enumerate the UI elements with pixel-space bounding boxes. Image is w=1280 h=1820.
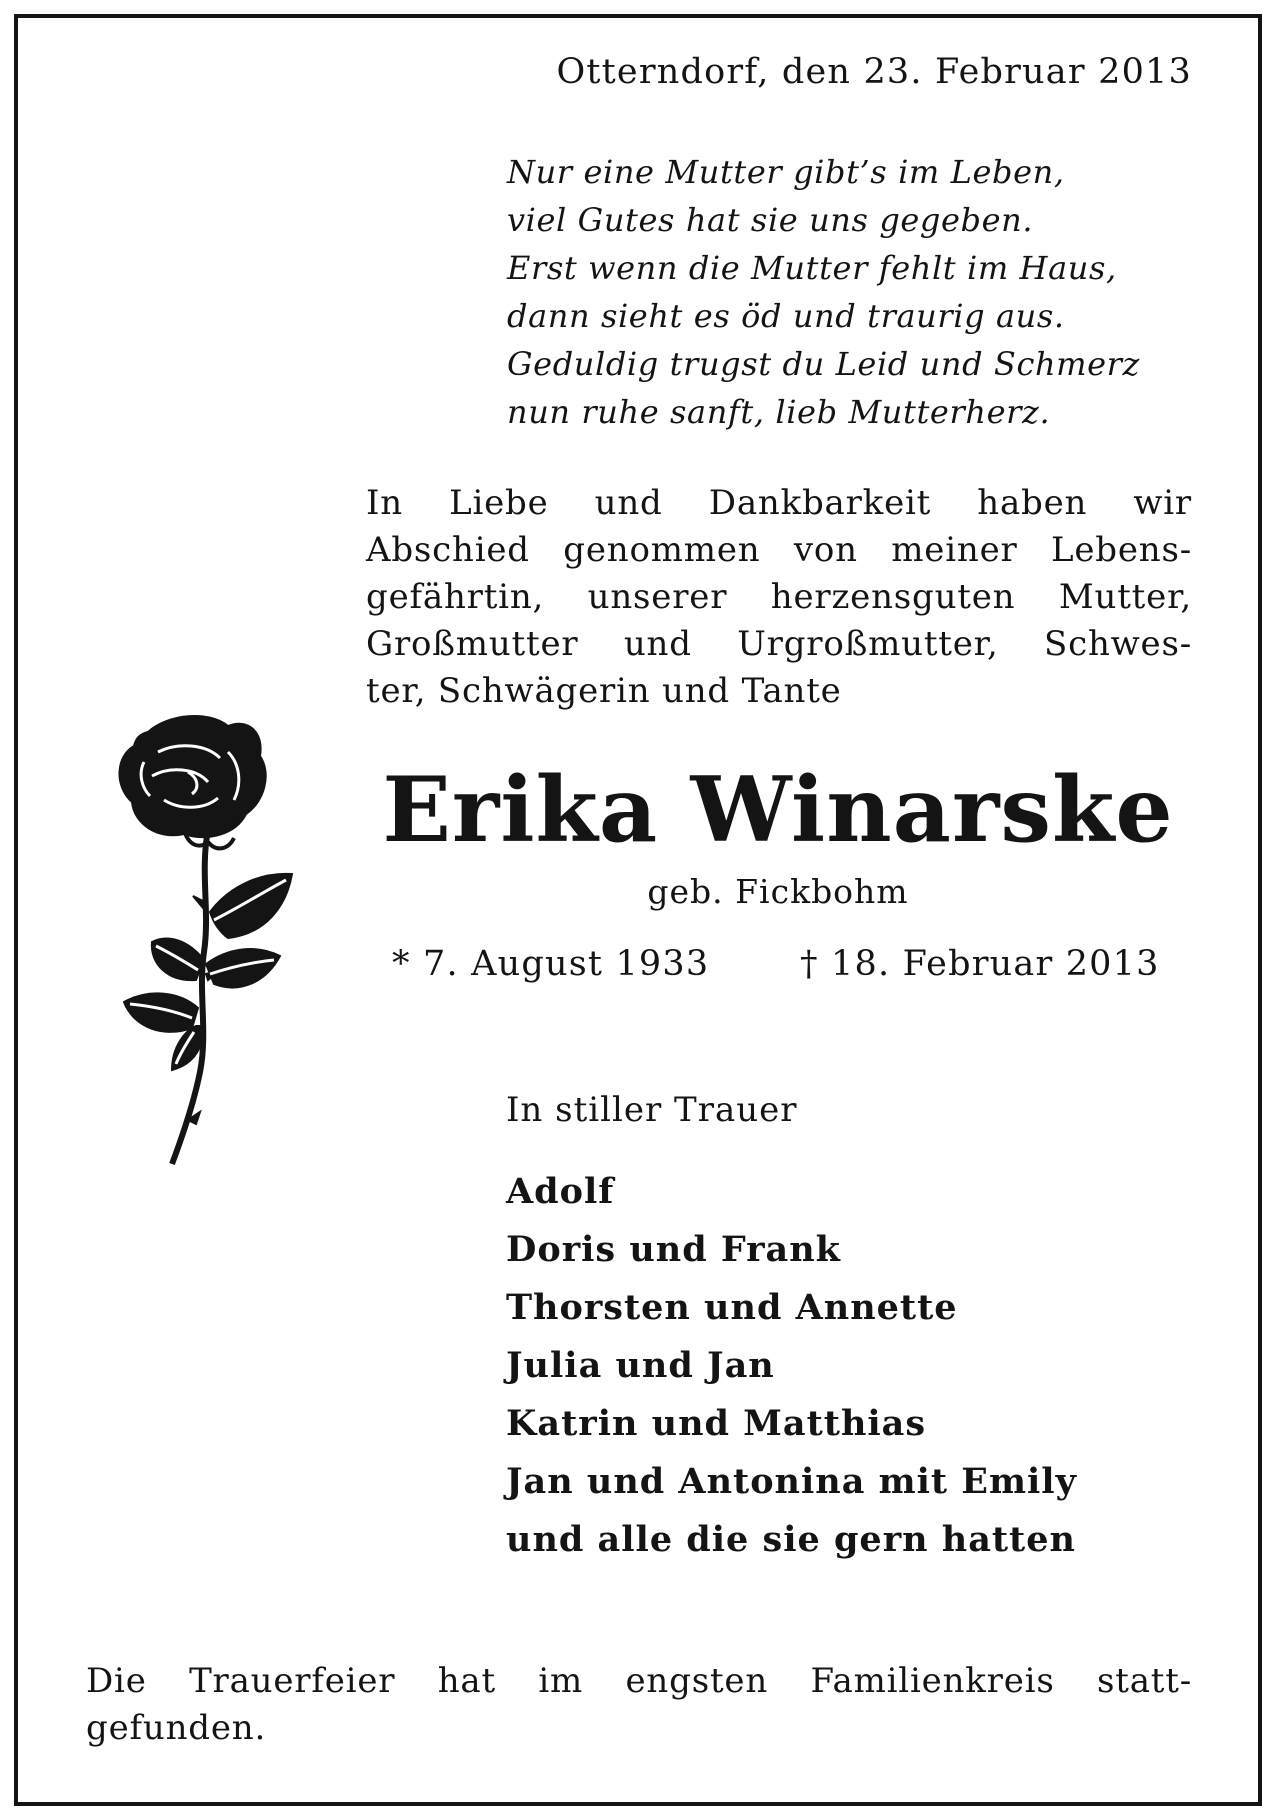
- mourners-list: [506, 1163, 1077, 1569]
- rose-illustration: [88, 712, 318, 1172]
- mourner-entry: und alle die sie gern hatten: [506, 1519, 1076, 1560]
- intro-line: Abschied genommen von meiner Lebens-: [366, 530, 1192, 570]
- intro-line: ter, Schwägerin und Tante: [366, 671, 842, 711]
- mourner-entry: Katrin und Matthias: [506, 1403, 927, 1444]
- poem-line: nun ruhe sanft, lieb Mutterherz.: [507, 393, 1051, 431]
- poem: [507, 148, 1140, 436]
- mourner-entry: Jan und Antonina mit Emily: [506, 1461, 1077, 1502]
- poem-line: dann sieht es öd und traurig aus.: [507, 297, 1065, 335]
- mourner-entry: Thorsten und Annette: [506, 1287, 958, 1328]
- intro-line: gefährtin, unserer herzensguten Mutter,: [366, 577, 1192, 617]
- intro-line: In Liebe und Dankbarkeit haben wir: [366, 483, 1192, 523]
- poem-line: viel Gutes hat sie uns gegeben.: [507, 201, 1034, 239]
- poem-line: Erst wenn die Mutter fehlt im Haus,: [507, 249, 1117, 287]
- funeral-note-line: Die Trauerfeier hat im engsten Familienkreis statt-: [86, 1661, 1192, 1701]
- funeral-note-line: gefunden.: [86, 1708, 267, 1748]
- intro-paragraph: [366, 480, 1192, 715]
- mourner-entry: Julia und Jan: [506, 1345, 775, 1386]
- mourning-label: In stiller Trauer: [506, 1090, 798, 1130]
- mourner-entry: Doris und Frank: [506, 1229, 841, 1270]
- mourner-entry: Adolf: [506, 1171, 615, 1212]
- maiden-name: geb. Fickbohm: [647, 872, 909, 911]
- birth-date: * 7. August 1933: [392, 944, 710, 984]
- poem-line: Geduldig trugst du Leid und Schmerz: [507, 345, 1141, 383]
- death-date: † 18. Februar 2013: [800, 944, 1160, 984]
- place-and-date: Otterndorf, den 23. Februar 2013: [556, 52, 1192, 92]
- poem-line: Nur eine Mutter gibt’s im Leben,: [507, 153, 1065, 191]
- deceased-name: Erika Winarske: [382, 757, 1174, 863]
- intro-line: Großmutter und Urgroßmutter, Schwes-: [366, 624, 1192, 664]
- funeral-note: [86, 1658, 1192, 1752]
